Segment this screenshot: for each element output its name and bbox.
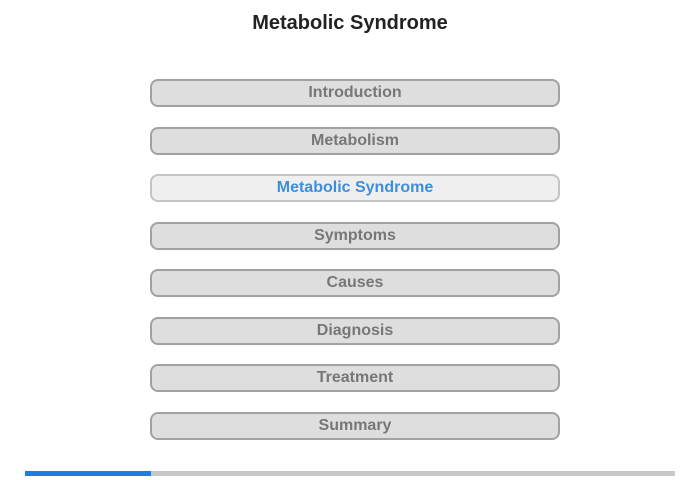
topic-menu [150, 79, 560, 459]
page-title: Metabolic Syndrome [252, 12, 448, 34]
menu-item-metabolic-syndrome[interactable]: Metabolic Syndrome [150, 174, 560, 202]
menu-item-diagnosis[interactable]: Diagnosis [150, 317, 560, 345]
menu-item-causes[interactable]: Causes [150, 269, 560, 297]
progress-bar [25, 471, 675, 476]
menu-item-introduction[interactable]: Introduction [150, 79, 560, 107]
menu-item-metabolism[interactable]: Metabolism [150, 127, 560, 155]
menu-item-symptoms[interactable]: Symptoms [150, 222, 560, 250]
progress-bar-fill [25, 471, 151, 476]
menu-item-treatment[interactable]: Treatment [150, 364, 560, 392]
menu-item-summary[interactable]: Summary [150, 412, 560, 440]
